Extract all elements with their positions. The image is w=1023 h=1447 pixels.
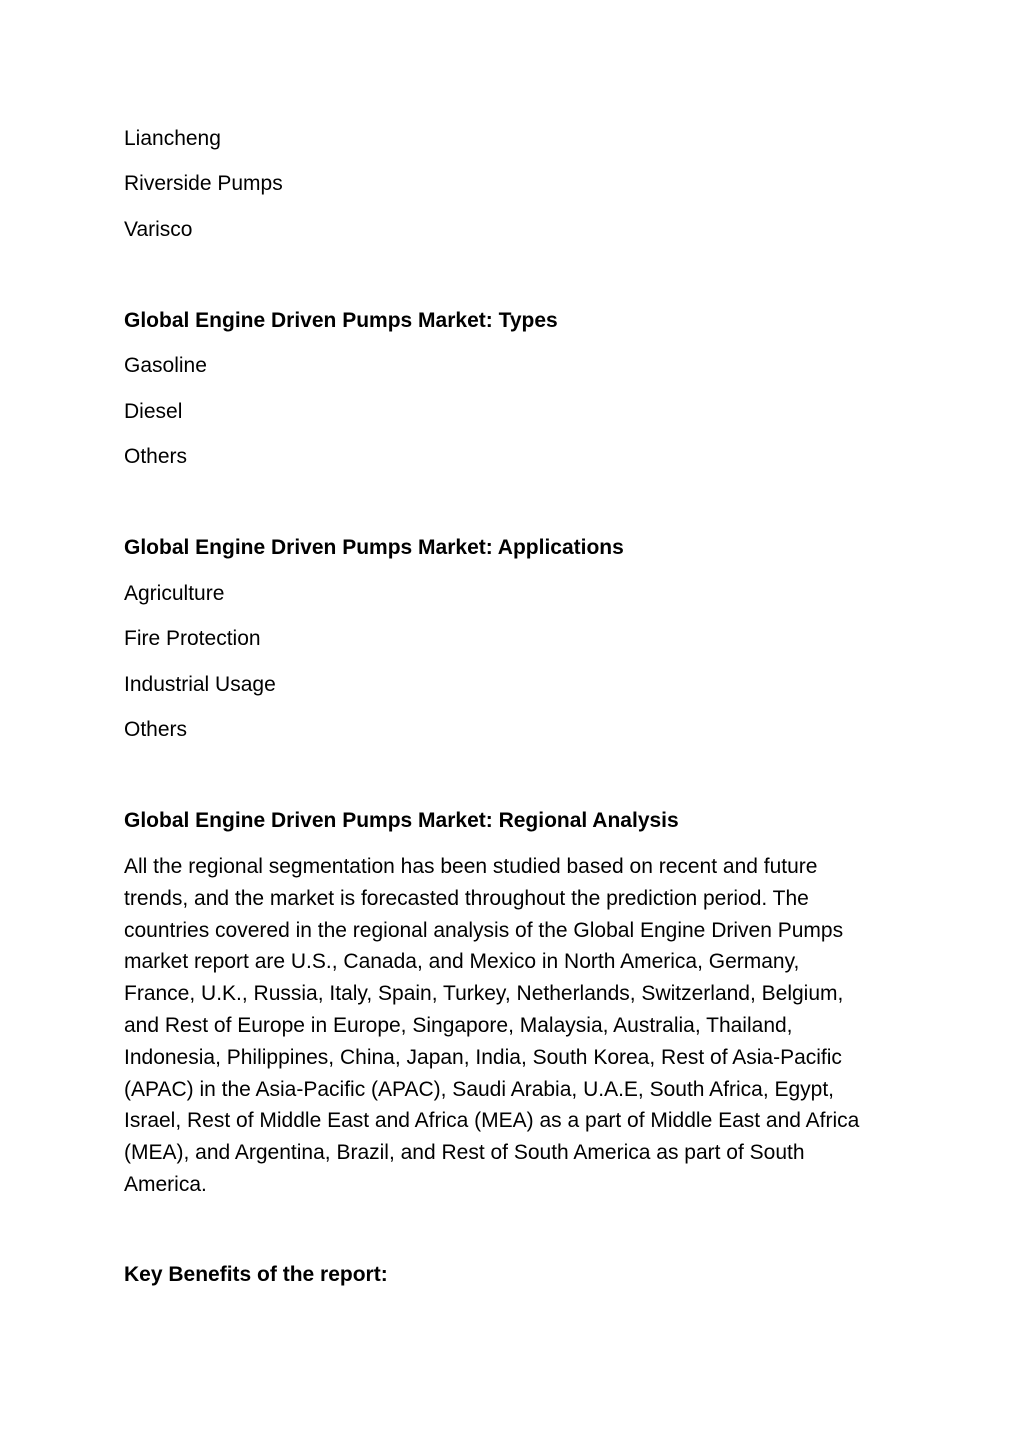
section-heading-applications: Global Engine Driven Pumps Market: Applications	[124, 536, 624, 559]
list-item: Gasoline	[124, 354, 207, 377]
paragraph-line: France, U.K., Russia, Italy, Spain, Turkey, Netherlands, Switzerland, Belgium,	[124, 982, 844, 1006]
paragraph-line: and Rest of Europe in Europe, Singapore, Malaysia, Australia, Thailand,	[124, 1013, 793, 1037]
regional-paragraph	[124, 851, 894, 1201]
paragraph-line: (MEA), and Argentina, Brazil, and Rest of South America as part of South	[124, 1141, 805, 1165]
list-item: Industrial Usage	[124, 673, 276, 696]
section-heading-regional: Global Engine Driven Pumps Market: Regional Analysis	[124, 809, 679, 832]
list-item: Fire Protection	[124, 627, 261, 650]
list-item: Agriculture	[124, 582, 225, 605]
paragraph-line: (APAC) in the Asia-Pacific (APAC), Saudi Arabia, U.A.E, South Africa, Egypt,	[124, 1077, 835, 1101]
section-heading-key-benefits: Key Benefits of the report:	[124, 1263, 388, 1286]
section-heading-types: Global Engine Driven Pumps Market: Types	[124, 309, 558, 332]
paragraph-line: Indonesia, Philippines, China, Japan, India, South Korea, Rest of Asia-Pacific	[124, 1045, 842, 1069]
list-item: Others	[124, 445, 188, 468]
paragraph-line: America.	[124, 1172, 207, 1196]
list-item: Diesel	[124, 400, 183, 423]
paragraph-line: market report are U.S., Canada, and Mexico in North America, Germany,	[124, 950, 800, 974]
paragraph-line: trends, and the market is forecasted throughout the prediction period. The	[124, 886, 809, 910]
list-item: Riverside Pumps	[124, 172, 283, 195]
list-item: Varisco	[124, 218, 193, 241]
paragraph-line: Israel, Rest of Middle East and Africa (MEA) as a part of Middle East and Africa	[124, 1109, 860, 1133]
paragraph-line: countries covered in the regional analysis of the Global Engine Driven Pumps	[124, 918, 844, 942]
paragraph-line: All the regional segmentation has been studied based on recent and future	[124, 855, 818, 878]
list-item: Others	[124, 718, 188, 741]
list-item: Liancheng	[124, 127, 221, 150]
